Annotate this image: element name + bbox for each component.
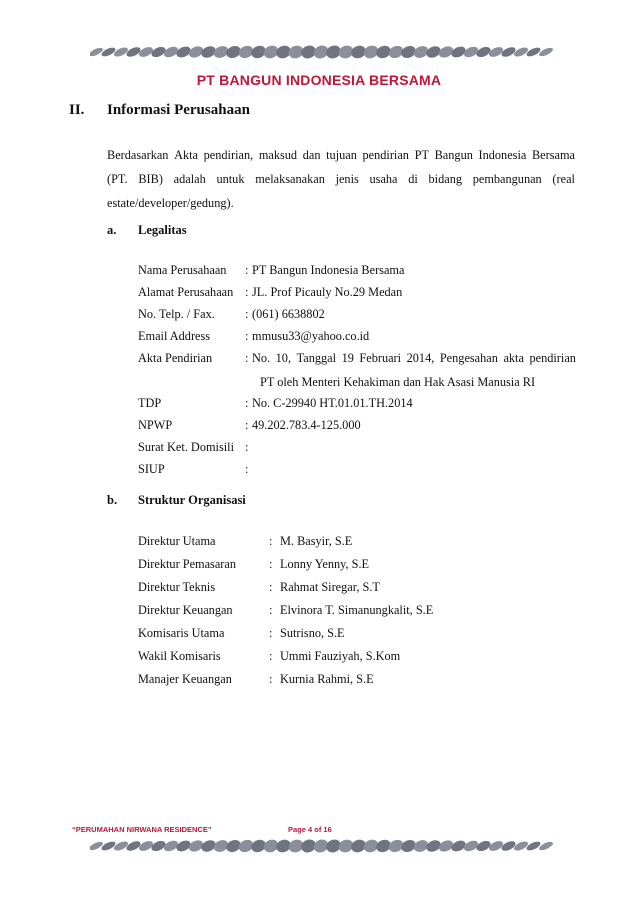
legal-key: Email Address bbox=[138, 329, 211, 343]
legal-row bbox=[138, 281, 578, 303]
subheading-letter: b. bbox=[107, 493, 118, 507]
legal-separator: : bbox=[245, 307, 249, 321]
word: 10, bbox=[275, 351, 292, 365]
org-person: Kurnia Rahmi, S.E bbox=[280, 672, 374, 686]
section-title: Informasi Perusahaan bbox=[107, 102, 250, 118]
word: akta bbox=[503, 351, 524, 365]
org-separator: : bbox=[269, 649, 273, 663]
legal-key: NPWP bbox=[138, 418, 173, 432]
word: No. bbox=[252, 351, 271, 365]
legal-value: 49.202.783.4-125.000 bbox=[252, 418, 361, 432]
rope-segment bbox=[125, 45, 142, 58]
legal-row bbox=[138, 303, 578, 325]
word: Bersama bbox=[531, 148, 575, 162]
legal-row-akta bbox=[138, 347, 578, 392]
word: (real bbox=[552, 172, 575, 186]
org-position: Direktur Keuangan bbox=[138, 603, 233, 617]
intro-paragraph bbox=[107, 143, 575, 215]
subheading-title: Legalitas bbox=[138, 223, 187, 237]
word: Akta bbox=[174, 148, 199, 162]
rope-divider-icon bbox=[90, 838, 560, 854]
org-person: Sutrisno, S.E bbox=[280, 626, 345, 640]
org-position: Wakil Komisaris bbox=[138, 649, 221, 663]
org-position: Direktur Pemasaran bbox=[138, 557, 236, 571]
rope-segment bbox=[125, 839, 142, 852]
word: melaksanakan bbox=[255, 172, 325, 186]
rope-segment bbox=[513, 46, 530, 59]
legal-key: Akta Pendirian bbox=[138, 351, 213, 365]
org-separator: : bbox=[269, 672, 273, 686]
word: adalah bbox=[173, 172, 206, 186]
word: pembangunan bbox=[472, 172, 542, 186]
legal-separator: : bbox=[245, 263, 249, 277]
org-row bbox=[138, 553, 558, 576]
akta-value-line-2: PT oleh Menteri Kehakiman dan Hak Asasi Manusia RI bbox=[260, 375, 536, 389]
rope-segment bbox=[487, 45, 504, 59]
section-heading bbox=[69, 102, 250, 119]
word: (PT. bbox=[107, 172, 128, 186]
legal-value: JL. Prof Picauly No.29 Medan bbox=[252, 285, 403, 299]
org-row bbox=[138, 668, 558, 691]
word: BIB) bbox=[138, 172, 163, 186]
legal-separator: : bbox=[245, 329, 249, 343]
legal-key: SIUP bbox=[138, 462, 165, 476]
legal-value: (061) 6638802 bbox=[252, 307, 325, 321]
footer-page-number: Page 4 of 16 bbox=[288, 825, 332, 834]
intro-line-3: estate/developer/gedung). bbox=[107, 196, 234, 210]
rope-segment bbox=[525, 840, 541, 852]
legal-key: Nama Perusahaan bbox=[138, 263, 227, 277]
rope-segment bbox=[100, 46, 116, 58]
document-header-title: PT BANGUN INDONESIA BERSAMA bbox=[196, 72, 442, 88]
rope-segment bbox=[487, 839, 504, 853]
legalitas-table bbox=[138, 259, 578, 480]
subheading-letter: a. bbox=[107, 223, 117, 237]
org-position: Manajer Keuangan bbox=[138, 672, 232, 686]
rope-segment bbox=[538, 46, 554, 58]
akta-value bbox=[252, 347, 576, 393]
struktur-table bbox=[138, 530, 558, 691]
org-person: Ummi Fauziyah, S.Kom bbox=[280, 649, 401, 663]
word: pendirian, bbox=[203, 148, 254, 162]
legal-value: No. C-29940 HT.01.01.TH.2014 bbox=[252, 396, 413, 410]
rope-divider-icon bbox=[90, 44, 560, 60]
org-person: Lonny Yenny, S.E bbox=[280, 557, 370, 571]
word: Tanggal bbox=[296, 351, 337, 365]
org-row bbox=[138, 599, 558, 622]
legal-separator: : bbox=[245, 462, 249, 476]
word: 19 bbox=[341, 351, 354, 365]
legal-separator: : bbox=[245, 285, 249, 299]
legal-key: Surat Ket. Domisili bbox=[138, 440, 234, 454]
legal-separator: : bbox=[245, 440, 249, 454]
section-number: II. bbox=[69, 102, 85, 118]
word: Indonesia bbox=[478, 148, 527, 162]
word: jenis bbox=[335, 172, 359, 186]
legal-separator: : bbox=[245, 351, 249, 365]
legal-row bbox=[138, 392, 578, 414]
footer-project-name: “PERUMAHAN NIRWANA RESIDENCE” bbox=[72, 825, 212, 834]
org-separator: : bbox=[269, 626, 273, 640]
org-separator: : bbox=[269, 603, 273, 617]
org-position: Direktur Utama bbox=[138, 534, 216, 548]
org-row bbox=[138, 530, 558, 553]
word: dan bbox=[302, 148, 321, 162]
org-person: Rahmat Siregar, S.T bbox=[280, 580, 380, 594]
org-person: M. Basyir, S.E bbox=[280, 534, 353, 548]
rope-segment bbox=[137, 839, 154, 853]
legal-row bbox=[138, 325, 578, 347]
rope-segment bbox=[137, 45, 154, 59]
rope-segment bbox=[90, 840, 104, 852]
word: maksud bbox=[258, 148, 298, 162]
org-position: Direktur Teknis bbox=[138, 580, 216, 594]
word: untuk bbox=[216, 172, 245, 186]
akta-value-line-1 bbox=[252, 347, 576, 369]
org-row bbox=[138, 576, 558, 599]
word: bidang bbox=[428, 172, 462, 186]
intro-line-1 bbox=[107, 143, 575, 167]
word: pendirian bbox=[529, 351, 576, 365]
legal-key: No. Telp. / Fax. bbox=[138, 307, 215, 321]
org-separator: : bbox=[269, 534, 273, 548]
org-position: Komisaris Utama bbox=[138, 626, 225, 640]
intro-line-2 bbox=[107, 167, 575, 191]
rope-segment bbox=[90, 46, 104, 58]
org-person: Elvinora T. Simanungkalit, S.E bbox=[280, 603, 434, 617]
legal-row bbox=[138, 414, 578, 436]
subheading-title: Struktur Organisasi bbox=[138, 493, 246, 507]
subheading-struktur bbox=[107, 493, 246, 508]
legal-value: PT Bangun Indonesia Bersama bbox=[252, 263, 405, 277]
word: di bbox=[408, 172, 418, 186]
word: Februari bbox=[359, 351, 402, 365]
rope-segment bbox=[500, 839, 517, 852]
rope-segment bbox=[500, 45, 517, 58]
rope-segment bbox=[475, 839, 492, 853]
word: 2014, bbox=[406, 351, 435, 365]
rope-segment bbox=[513, 840, 530, 853]
rope-segment bbox=[113, 840, 130, 853]
legal-row bbox=[138, 436, 578, 458]
word: Pengesahan bbox=[439, 351, 498, 365]
rope-segment bbox=[113, 46, 130, 59]
org-separator: : bbox=[269, 580, 273, 594]
legal-separator: : bbox=[245, 418, 249, 432]
email-value: mmusu33@yahoo.co.id bbox=[252, 329, 370, 343]
rope-segment bbox=[475, 45, 492, 59]
rope-segment bbox=[538, 840, 554, 852]
word: Bangun bbox=[434, 148, 473, 162]
subheading-legalitas bbox=[107, 223, 187, 238]
rope-segment bbox=[100, 840, 116, 852]
word: tujuan bbox=[326, 148, 357, 162]
word: PT bbox=[414, 148, 429, 162]
org-row bbox=[138, 622, 558, 645]
legal-key: Alamat Perusahaan bbox=[138, 285, 234, 299]
word: pendirian bbox=[362, 148, 409, 162]
legal-row bbox=[138, 458, 578, 480]
legal-separator: : bbox=[245, 396, 249, 410]
legal-row bbox=[138, 259, 578, 281]
rope-segment bbox=[525, 46, 541, 58]
org-row bbox=[138, 645, 558, 668]
word: usaha bbox=[369, 172, 398, 186]
legal-key: TDP bbox=[138, 396, 162, 410]
org-separator: : bbox=[269, 557, 273, 571]
word: Berdasarkan bbox=[107, 148, 169, 162]
